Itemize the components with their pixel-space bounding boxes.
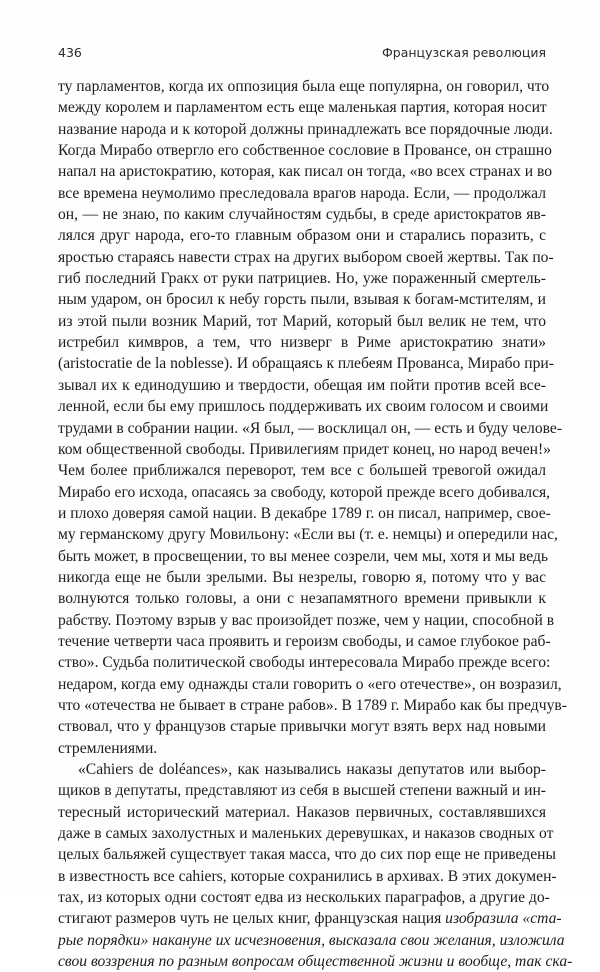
text-line: ту парламентов, когда их оппозиция была еще популярна, он говорил, что <box>58 78 550 95</box>
text-line-italic: свои воззрения по разным вопросам общественной жизни и вообще, так ска- <box>58 953 573 971</box>
text-line-mixed <box>58 908 562 929</box>
page-number: 436 <box>58 45 82 60</box>
text-line: трудами в собрании нации. «Я был, — восклицал он, — есть и буду челове- <box>58 419 563 437</box>
text-line: все времена неумолимо преследовала врагов народа. Если, — продолжал <box>58 184 546 202</box>
text-line: ным ударом, он бросил к небу горсть пыли, взывая к богам-мстителям, и <box>58 291 546 309</box>
text-line: и плохо доверяя самой нации. В декабре 1789 г. он писал, например, свое- <box>58 504 551 522</box>
chapter-title: Французская революция <box>382 45 546 60</box>
running-head <box>58 45 546 65</box>
text-line: даже в самых захолустных и маленьких деревушках, и наказов сводных от <box>58 825 554 843</box>
text-line: лялся друг народа, его-то главным образом они и старались поразить, с <box>58 227 546 245</box>
text-line: гиб последний Гракх от руки патрициев. Но, уже пораженный смертель- <box>58 270 546 288</box>
text-line: яростью стараясь навести страх на других выбором своей жертвы. Так по- <box>58 248 554 266</box>
text-line: щиков в депутаты, представляют из себя в высшей степени важный и ин- <box>58 782 546 800</box>
text-line-italic: рые порядки» накануне их исчезновения, высказала свои желания, изложила <box>58 931 565 949</box>
text-line: быть может, в просвещении, то вы менее созрели, чем мы, хотя и мы ведь <box>58 547 549 565</box>
text-line: му германскому другу Мовильону: «Если вы (т. е. немцы) и опередили нас, <box>58 526 558 544</box>
text-line: из этой пыли возник Марий, тот Марий, который был велик не тем, что <box>58 312 546 330</box>
text-line: зывал их к единодушию и твердости, обещая им пойти против всей все- <box>58 376 546 394</box>
text-line: ство». Судьба политической свободы интересовала Мирабо прежде всего: <box>58 654 551 672</box>
text-line: тах, из которых одни состоят едва из нескольких параграфов, а другие до- <box>58 889 550 907</box>
text-line: истребил кимвров, а тем, что низверг в Риме аристократию знати» <box>58 334 546 352</box>
text-line: Когда Мирабо отвергло его собственное сословие в Провансе, он страшно <box>58 142 552 160</box>
text-line: он, — не знаю, по каким случайностям судьбы, в среде аристократов яв- <box>58 206 546 224</box>
text-line: ком общественной свободы. Привилегиям придет конец, но народ вечен!» <box>58 440 551 458</box>
text-line: ленной, если бы ему пришлось поддерживать их своим голосом и своими <box>58 398 549 416</box>
text-line: Чем более приближался переворот, тем все с большей тревогой ожидал <box>58 462 546 480</box>
text-line: рабству. Поэтому взрыв у вас произойдет позже, чем у нации, способной в <box>58 611 555 629</box>
text-line: (aristocratie de la noblesse). И обращаясь к плебеям Прованса, Мирабо при- <box>58 355 554 373</box>
text-line: между королем и парламентом есть еще маленькая партия, которая носит <box>58 99 547 117</box>
text-line-paragraph-end: стремлениями. <box>58 739 158 757</box>
text-line: напал на аристократию, которая, как писал он тогда, «во всех странах и во <box>58 163 553 181</box>
text-line: течение четверти часа проявить и героизм свободы, и самое глубокое раб- <box>58 632 551 650</box>
text-line: недаром, когда ему однажды стали говорить о «его отечестве», он возразил, <box>58 675 562 693</box>
text-line: целых бальяжей существует такая масса, что до сих пор еще не приведены <box>58 846 556 864</box>
text-line: волнуются только головы, а они с незапамятного времени привыкли к <box>58 590 546 608</box>
text-line: что «отечества не бывает в стране рабов». В 1789 г. Мирабо как бы предчув- <box>58 696 567 714</box>
text-line: никогда еще не были зрелыми. Вы незрелы, говорю я, потому что у вас <box>58 568 546 586</box>
text-line: Мирабо его исхода, опасаясь за свободу, которой прежде всего добивался, <box>58 483 551 501</box>
text-line: ствовал, что у французов старые привычки могут взять верх над новыми <box>58 718 546 736</box>
text-italic: изобразила «ста- <box>445 910 562 928</box>
text-line: название народа и к которой должны принадлежать все порядочные люди. <box>58 120 553 138</box>
text-line: тересный исторический материал. Наказов первичных, составлявшихся <box>58 803 546 821</box>
body-text <box>58 76 573 972</box>
text-regular: стигают размеров чуть не целых книг, французская нация <box>58 910 446 928</box>
text-line: в известность все cahiers, которые сохранились в архивах. В этих докумен- <box>58 867 557 885</box>
text-line-paragraph-start: «Cahiers de doléances», как назывались наказы депутатов или выбор- <box>78 761 546 778</box>
